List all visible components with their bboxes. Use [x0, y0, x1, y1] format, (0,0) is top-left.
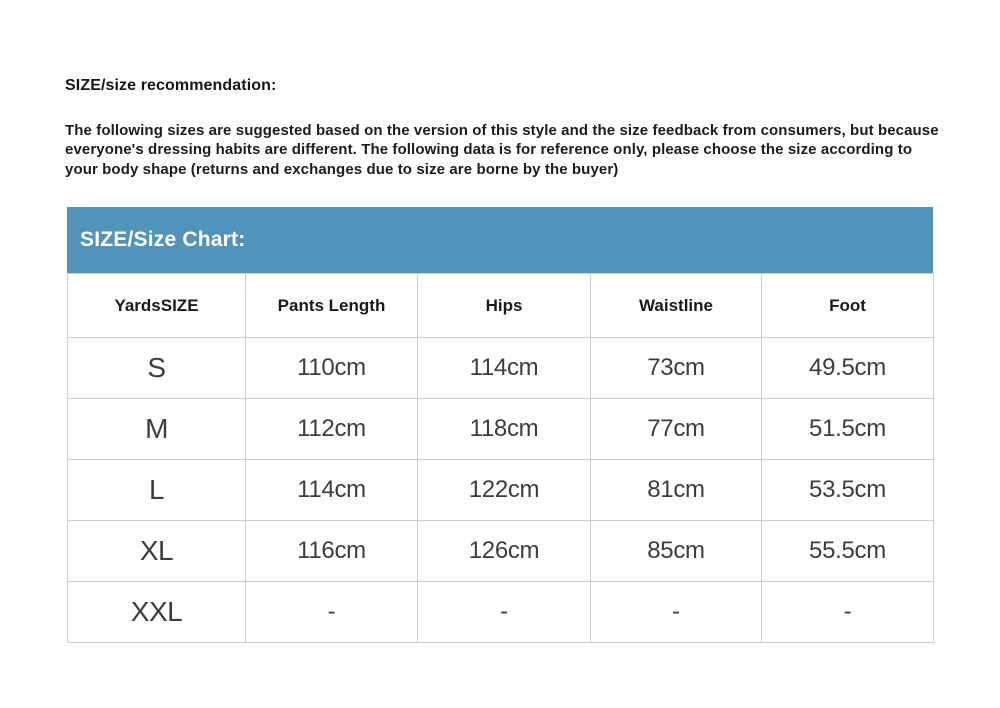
value-cell: 122cm [418, 460, 591, 521]
value-cell: 53.5cm [762, 460, 934, 521]
value-cell: 51.5cm [762, 399, 934, 460]
value-cell: 114cm [418, 338, 591, 399]
column-header-hips: Hips [418, 274, 591, 338]
value-cell: 73cm [591, 338, 762, 399]
value-cell: - [418, 582, 591, 643]
size-cell: XL [68, 521, 246, 582]
value-cell: 77cm [591, 399, 762, 460]
value-cell: 126cm [418, 521, 591, 582]
column-header-size: YardsSIZE [68, 274, 246, 338]
table-row-s [68, 338, 934, 399]
value-cell: 49.5cm [762, 338, 934, 399]
value-cell: 81cm [591, 460, 762, 521]
value-cell: 112cm [246, 399, 418, 460]
size-disclaimer-text: The following sizes are suggested based on the version of this style and the size feedback from consumers, but because everyone's dressing habits are different. The following data is for reference only, please choose the size according to your body shape (returns and exchanges due to size are borne by the buyer) [65, 122, 939, 178]
size-cell: S [68, 338, 246, 399]
size-chart-banner [67, 207, 933, 273]
size-chart-title: SIZE/Size Chart: [80, 228, 246, 251]
size-cell: M [68, 399, 246, 460]
value-cell: 55.5cm [762, 521, 934, 582]
value-cell: - [591, 582, 762, 643]
size-cell: L [68, 460, 246, 521]
size-cell: XXL [68, 582, 246, 643]
page-title: SIZE/size recommendation: [65, 77, 277, 94]
value-cell: 85cm [591, 521, 762, 582]
table-row-l [68, 460, 934, 521]
value-cell: 110cm [246, 338, 418, 399]
size-table [67, 273, 934, 643]
table-row-m [68, 399, 934, 460]
column-header-waistline: Waistline [591, 274, 762, 338]
value-cell: 118cm [418, 399, 591, 460]
value-cell: 114cm [246, 460, 418, 521]
value-cell: - [246, 582, 418, 643]
table-row-xxl [68, 582, 934, 643]
value-cell: - [762, 582, 934, 643]
table-row-xl [68, 521, 934, 582]
column-header-foot: Foot [762, 274, 934, 338]
column-header-pants-length: Pants Length [246, 274, 418, 338]
table-header-row [68, 274, 934, 338]
value-cell: 116cm [246, 521, 418, 582]
